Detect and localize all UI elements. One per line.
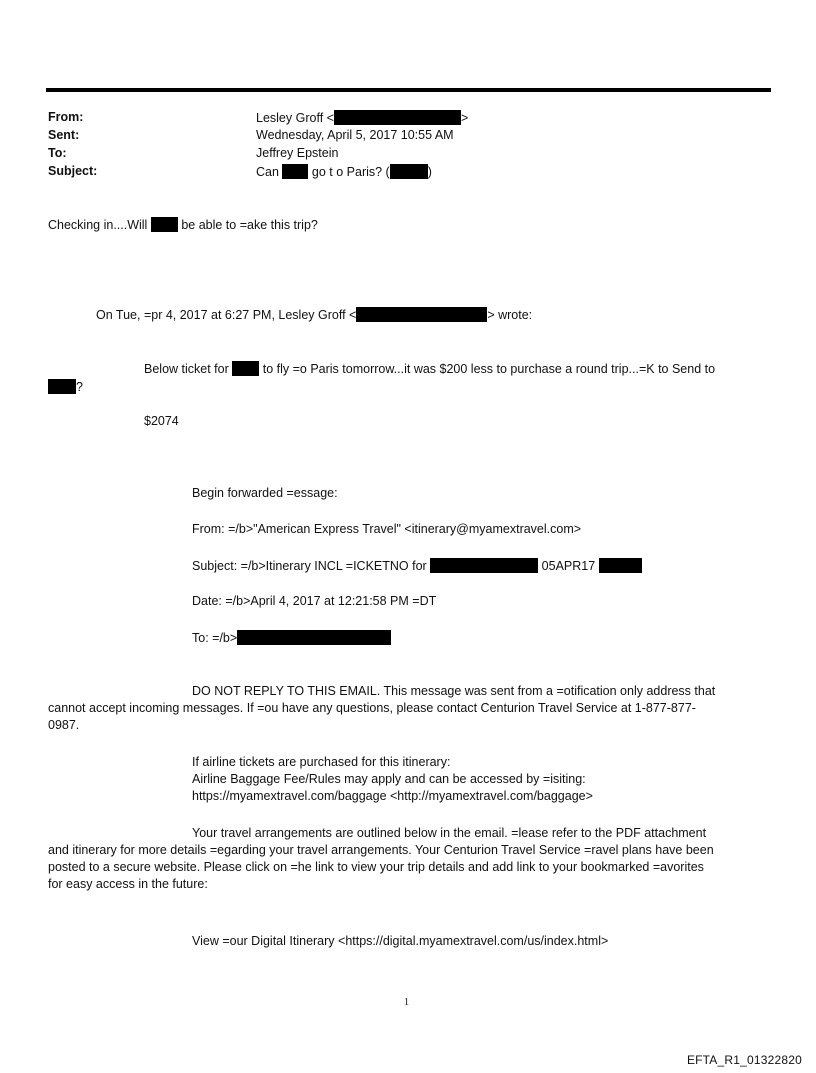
redaction: [48, 379, 76, 394]
airline-line-2: Airline Baggage Fee/Rules may apply and can be accessed by =isiting:: [192, 772, 586, 786]
subject-value: Can go t o Paris? ( ): [256, 165, 432, 179]
forwarded-header: Begin forwarded =essage:: [192, 486, 338, 500]
forwarded-to: To: =/b>: [192, 630, 391, 646]
quote-header: On Tue, =pr 4, 2017 at 6:27 PM, Lesley Groff < > wrote:: [96, 308, 533, 322]
travel-line-3: posted to a secure website. Please click on =he link to view your trip details and add link to your bookmarked =avorites: [48, 860, 704, 874]
airline-line-1: If airline tickets are purchased for this itinerary:: [192, 755, 451, 769]
from-label: From:: [48, 110, 84, 124]
ticket-line: Below ticket for to fly =o Paris tomorrow...it was $200 less to purchase a round trip...=K to Send to: [144, 362, 716, 376]
redaction: [232, 361, 259, 376]
document-id: EFTA_R1_01322820: [686, 1053, 802, 1067]
ticket-line-2: ?: [48, 379, 83, 395]
from-value: Lesley Groff < >: [256, 111, 469, 125]
travel-line-1: Your travel arrangements are outlined below in the email. =lease refer to the PDF attachment: [192, 826, 707, 840]
forwarded-date: Date: =/b>April 4, 2017 at 12:21:58 PM =DT: [192, 594, 437, 608]
donotreply-line-1: DO NOT REPLY TO THIS EMAIL. This message was sent from a =otification only address that: [192, 684, 716, 698]
header-rule: [46, 88, 771, 92]
digital-itinerary-link[interactable]: View =our Digital Itinerary <https://digital.myamextravel.com/us/index.html>: [192, 934, 609, 948]
forwarded-subject: Subject: =/b>Itinerary INCL =ICKETNO for 05APR17: [192, 558, 642, 574]
redaction: [237, 630, 391, 645]
redaction: [151, 217, 178, 232]
donotreply-line-3: 0987.: [48, 718, 80, 732]
page-number: 1: [404, 997, 409, 1008]
checking-line: Checking in....Will be able to =ake this trip?: [48, 218, 318, 232]
redaction: [430, 558, 538, 573]
price: $2074: [144, 414, 179, 428]
redaction: [356, 307, 487, 322]
to-label: To:: [48, 146, 67, 160]
travel-line-2: and itinerary for more details =egarding your travel arrangements. Your Centurion Travel Service =ravel plans have been: [48, 843, 714, 857]
travel-line-4: for easy access in the future:: [48, 877, 208, 891]
sent-label: Sent:: [48, 128, 80, 142]
subject-label: Subject:: [48, 164, 98, 178]
sent-value: Wednesday, April 5, 2017 10:55 AM: [256, 128, 454, 142]
redaction: [282, 164, 308, 179]
forwarded-from: From: =/b>"American Express Travel" <itinerary@myamextravel.com>: [192, 522, 582, 536]
redaction: [334, 110, 461, 125]
redaction: [390, 164, 428, 179]
airline-line-3: https://myamextravel.com/baggage <http://myamextravel.com/baggage>: [192, 789, 593, 803]
redaction: [599, 558, 642, 573]
donotreply-line-2: cannot accept incoming messages. If =ou have any questions, please contact Centurion Travel Service at 1-877-877-: [48, 701, 696, 715]
to-value: Jeffrey Epstein: [256, 146, 339, 160]
